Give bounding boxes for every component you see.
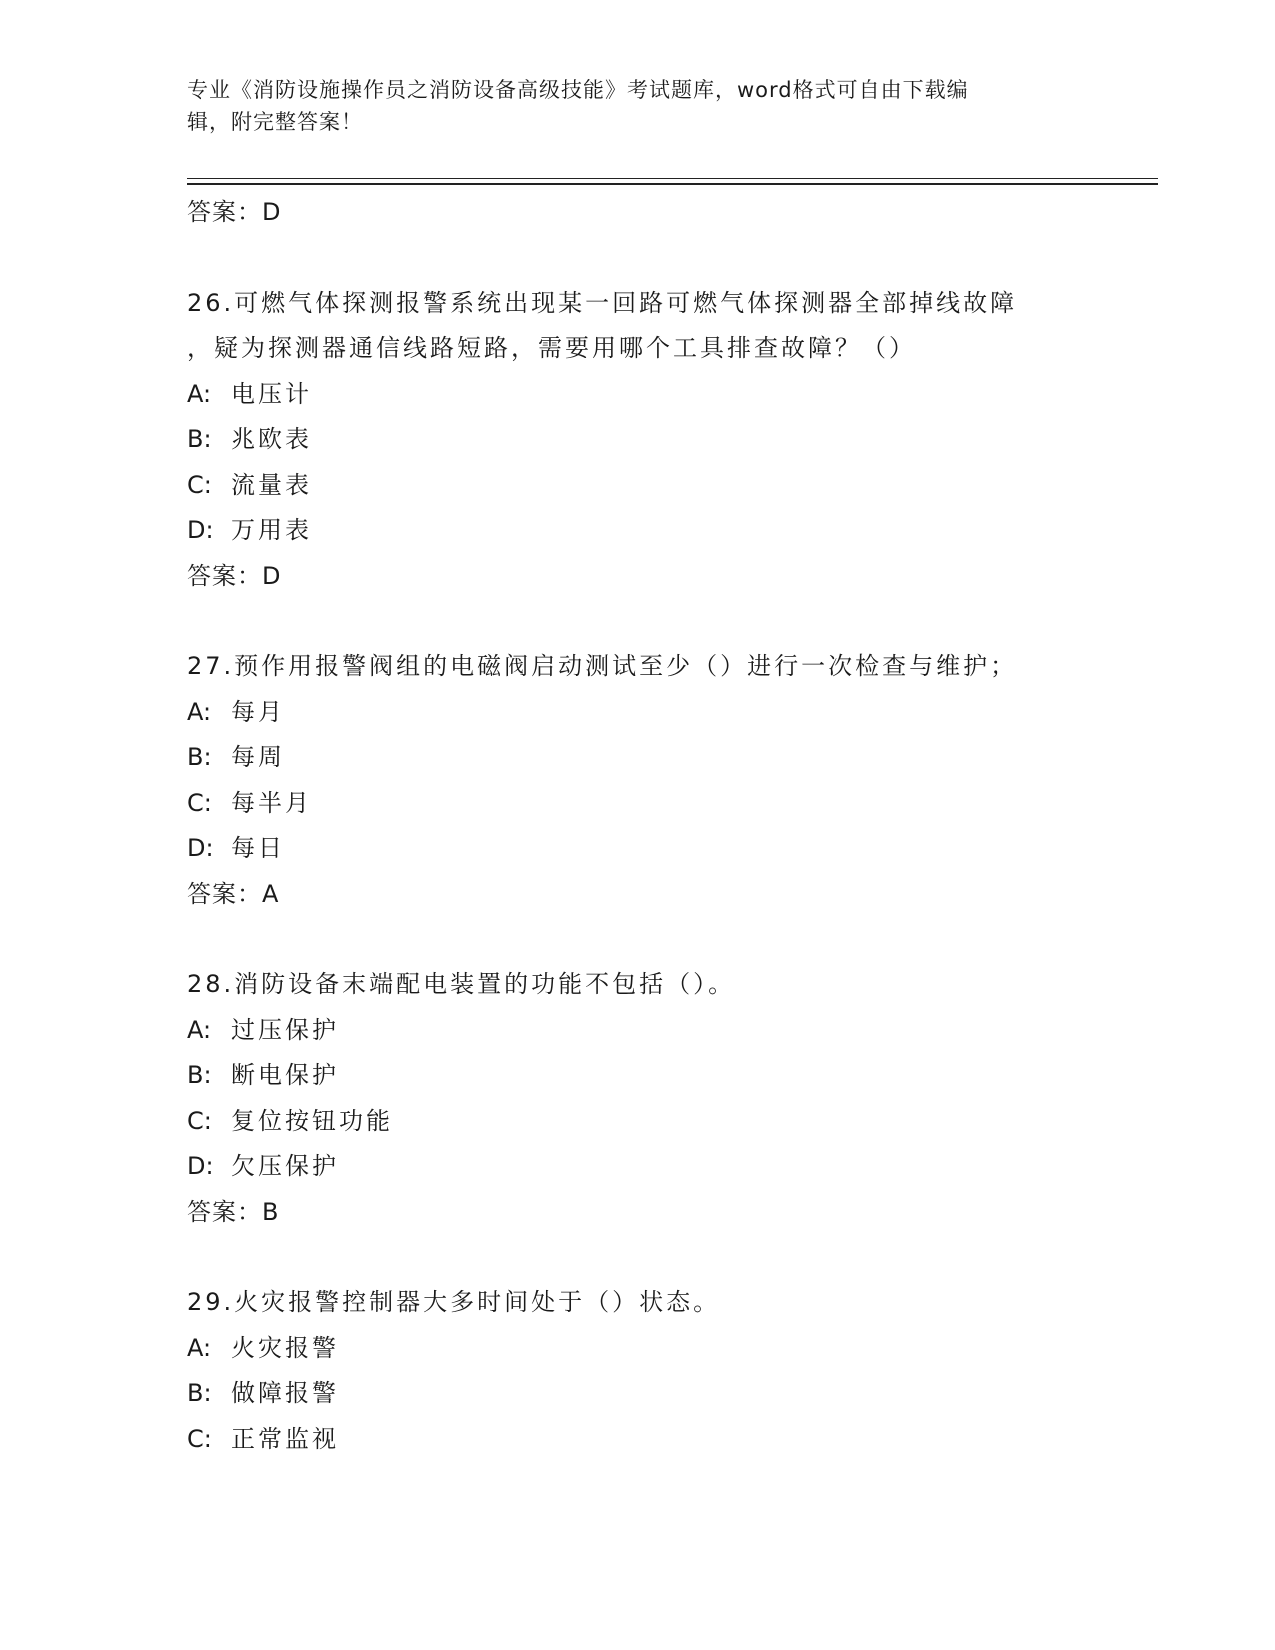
option-c: [187, 463, 1087, 509]
option-c: [187, 781, 1087, 827]
question-26: [187, 281, 1087, 600]
question-list: [187, 190, 1087, 1462]
answer: 答案：B: [187, 1197, 280, 1226]
option-label: C:: [187, 788, 212, 817]
question-27: [187, 644, 1087, 917]
option-b: [187, 735, 1087, 781]
question-29: [187, 1280, 1087, 1462]
header-divider-thin: [187, 178, 1158, 179]
option-label: D:: [187, 834, 214, 862]
option-text: 复位按钮功能: [231, 1106, 393, 1135]
option-text: 流量表: [231, 470, 312, 499]
option-text: 欠压保护: [231, 1152, 339, 1180]
option-d: [187, 826, 1087, 872]
option-d: [187, 1144, 1087, 1190]
option-label: D:: [187, 1152, 214, 1180]
header-line-1: 专业《消防设施操作员之消防设备高级技能》考试题库，word格式可自由下载编: [187, 78, 969, 102]
answer: 答案：D: [187, 561, 282, 590]
option-label: D:: [187, 516, 214, 544]
question-stem: 27.预作用报警阀组的电磁阀启动测试至少（）进行一次检查与维护；: [187, 652, 1018, 680]
document-header: [187, 74, 1067, 138]
option-a: [187, 1008, 1087, 1054]
option-text: 每月: [231, 697, 285, 726]
option-c: [187, 1099, 1087, 1145]
option-label: C:: [187, 470, 212, 499]
option-label: C:: [187, 1106, 212, 1135]
answer: 答案：A: [187, 879, 280, 908]
header-divider-thick: [187, 183, 1158, 185]
option-text: 做障报警: [231, 1379, 339, 1407]
option-text: 过压保护: [231, 1015, 339, 1044]
previous-answer: 答案：D: [187, 198, 282, 226]
header-line-2: 辑，附完整答案！: [187, 110, 363, 134]
option-text: 电压计: [231, 379, 312, 408]
option-label: A:: [187, 379, 212, 408]
option-label: A:: [187, 697, 212, 726]
option-text: 每半月: [231, 788, 312, 817]
option-text: 每周: [231, 743, 285, 771]
option-text: 正常监视: [231, 1424, 339, 1453]
option-label: C:: [187, 1424, 212, 1453]
question-stem: 26.可燃气体探测报警系统出现某一回路可燃气体探测器全部掉线故障: [187, 288, 1018, 317]
option-c: [187, 1417, 1087, 1463]
option-a: [187, 372, 1087, 418]
option-text: 万用表: [231, 516, 312, 544]
option-label: B:: [187, 425, 212, 453]
question-stem: 29.火灾报警控制器大多时间处于（）状态。: [187, 1288, 721, 1316]
option-label: B:: [187, 743, 212, 771]
option-text: 火灾报警: [231, 1333, 339, 1362]
question-stem: 28.消防设备末端配电装置的功能不包括（）。: [187, 970, 736, 998]
option-label: B:: [187, 1379, 212, 1407]
option-a: [187, 1326, 1087, 1372]
option-b: [187, 1371, 1087, 1417]
option-b: [187, 1053, 1087, 1099]
option-a: [187, 690, 1087, 736]
option-label: A:: [187, 1333, 212, 1362]
option-b: [187, 417, 1087, 463]
option-text: 断电保护: [231, 1061, 339, 1089]
option-text: 每日: [231, 834, 285, 862]
option-text: 兆欧表: [231, 425, 312, 453]
option-d: [187, 508, 1087, 554]
question-28: [187, 962, 1087, 1235]
option-label: A:: [187, 1015, 212, 1044]
question-stem-continued: ，疑为探测器通信线路短路，需要用哪个工具排查故障？（）: [187, 334, 916, 362]
option-label: B:: [187, 1061, 212, 1089]
